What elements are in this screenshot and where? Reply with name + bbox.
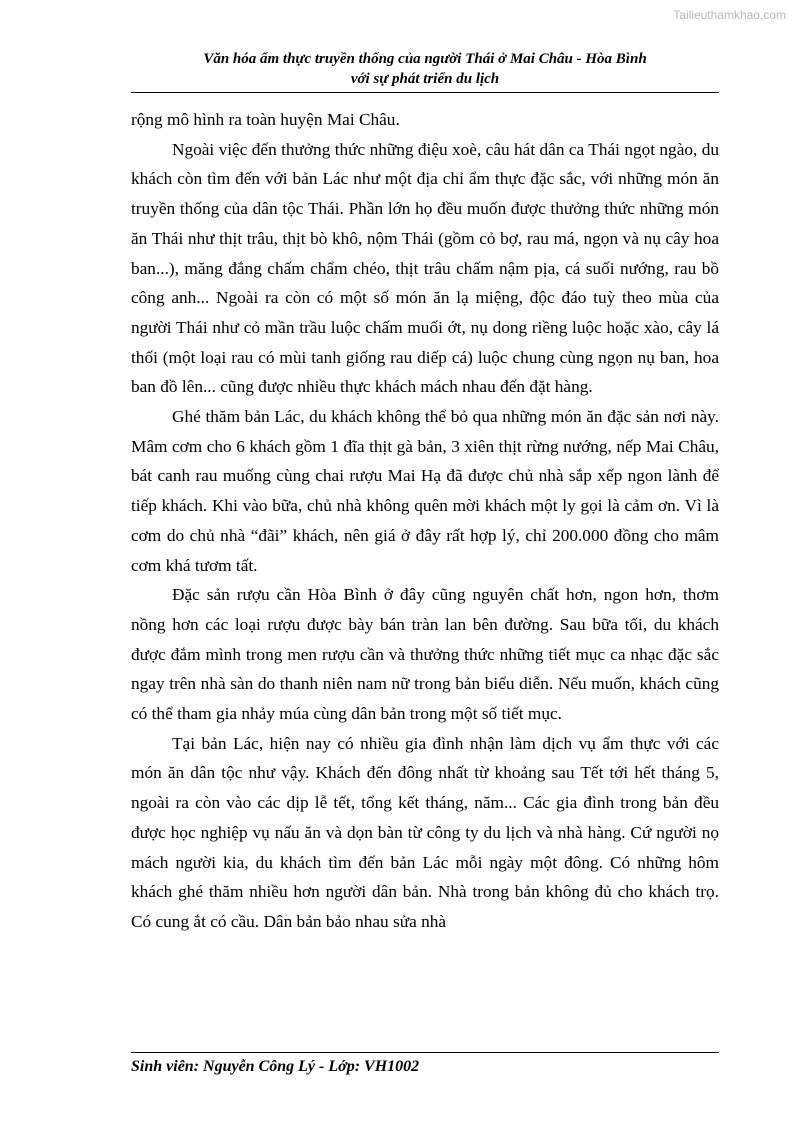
running-footer: Sinh viên: Nguyễn Công Lý - Lớp: VH1002 (131, 1058, 420, 1075)
header-line-2: với sự phát triển du lịch (350, 71, 500, 87)
document-body (131, 105, 719, 937)
header-divider (131, 92, 719, 93)
paragraph: Ngoài việc đến thưởng thức những điệu xoè, câu hát dân ca Thái ngọt ngào, du khách còn tìm đến với bản Lác như một địa chỉ ẩm thực đặc sắc, với những món ăn truyền thống của dân tộc Thái. Phần lớn họ đều muốn được thưởng thức những món ăn Thái như thịt trâu, thịt bò khô, nộm Thái (gồm cỏ bợ, rau má, ngọn và nụ cây hoa ban...), măng đắng chấm chẩm chéo, thịt trâu chấm nậm pịa, cá suối nướng, rau bồ công anh... Ngoài ra còn có một số món ăn lạ miệng, độc đáo tuỳ theo mùa của người Thái như cỏ mần trầu luộc chấm muối ớt, nụ dong riềng luộc hoặc xào, cây lá thối (một loại rau có mùi tanh giống rau diếp cá) luộc chung cùng ngọn nụ ban, hoa ban đồ lên... cũng được nhiều thực khách mách nhau đến đặt hàng. (131, 139, 719, 397)
header-line-1: Văn hóa ẩm thực truyền thống của người Thái ở Mai Châu - Hòa Bình (203, 51, 647, 67)
paragraph: Tại bản Lác, hiện nay có nhiều gia đình nhận làm dịch vụ ẩm thực với các món ăn dân tộc như vậy. Khách đến đông nhất từ khoảng sau Tết tới hết tháng 5, ngoài ra còn vào các dịp lễ tết, tổng kết tháng, năm... Các gia đình trong bản đều được học nghiệp vụ nấu ăn và dọn bàn từ công ty du lịch và nhà hàng. Cứ người nọ mách người kia, du khách tìm đến bản Lác mỗi ngày một đông. Có những hôm khách ghé thăm nhiều hơn người dân bản. Nhà trong bản không đủ cho khách trọ. Có cung ắt có cầu. Dân bản bảo nhau sửa nhà (131, 733, 719, 931)
paragraph-continued: rộng mô hình ra toàn huyện Mai Châu. (131, 110, 400, 129)
paragraph: Ghé thăm bản Lác, du khách không thể bỏ qua những món ăn đặc sản nơi này. Mâm cơm cho 6 khách gồm 1 đĩa thịt gà bản, 3 xiên thịt rừng nướng, nếp Mai Châu, bát canh rau muống cùng chai rượu Mai Hạ đã được chủ nhà sắp xếp ngon lành để tiếp khách. Khi vào bữa, chủ nhà không quên mời khách một ly gọi là cảm ơn. Vì là cơm do chủ nhà “đãi” khách, nên giá ở đây rất hợp lý, chỉ 200.000 đồng cho mâm cơm khá tươm tất. (131, 407, 719, 575)
footer-divider (131, 1052, 719, 1053)
watermark-text: Tailieuthamkhao.com (673, 8, 786, 22)
running-header (131, 49, 719, 89)
paragraph: Đặc sản rượu cần Hòa Bình ở đây cũng nguyên chất hơn, ngon hơn, thơm nồng hơn các loại rượu được bày bán tràn lan bên đường. Sau bữa tối, du khách được đắm mình trong men rượu cần và thưởng thức những tiết mục ca nhạc đặc sắc ngay trên nhà sàn do thanh niên nam nữ trong bản biểu diễn. Nếu muốn, khách cũng có thể tham gia nhảy múa cùng dân bản trong một số tiết mục. (131, 585, 719, 724)
